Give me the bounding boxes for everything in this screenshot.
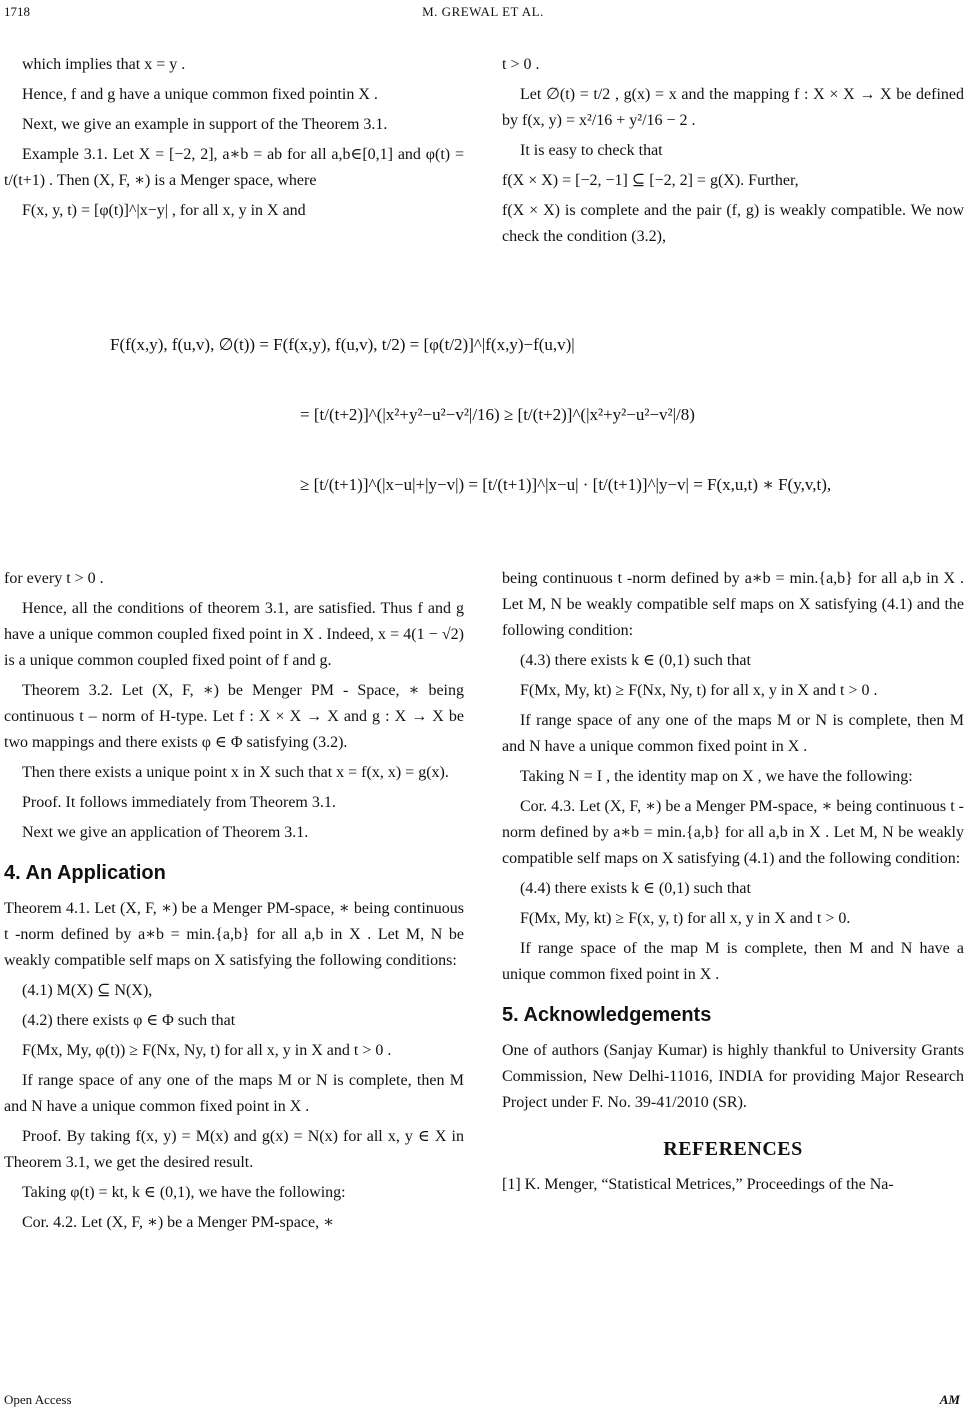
equation-line: F(Mx, My, kt) ≥ F(x, y, t) for all x, y in X and t > 0. bbox=[520, 910, 851, 927]
condition-line: (4.1) M(X) ⊆ N(X), bbox=[22, 982, 153, 999]
paragraph: Taking N = I , the identity map on X , we have the following: bbox=[520, 768, 913, 785]
running-title: M. GREWAL ET AL. bbox=[422, 4, 544, 19]
left-column-top bbox=[4, 52, 464, 228]
paragraph: Next we give an application of Theorem 3.1. bbox=[22, 824, 309, 841]
left-column-bottom bbox=[4, 566, 464, 1240]
paragraph: Taking φ(t) = kt, k ∈ (0,1), we have the following: bbox=[22, 1184, 346, 1201]
paragraph: If range space of any one of the maps M or N is complete, then M and N have a unique common fixed point in X . bbox=[502, 712, 964, 755]
paragraph: Next, we give an example in support of the Theorem 3.1. bbox=[22, 116, 388, 133]
theorem-paragraph: Theorem 3.2. Let (X, F, ∗) be Menger PM - Space, ∗ being continuous t – norm of H-type. Let f : X × X → X and g : X → X be two mappings and there exists φ ∈ Φ satisfying (3.2). bbox=[4, 682, 464, 751]
equation-line: F(Mx, My, kt) ≥ F(Nx, Ny, t) for all x, y in X and t > 0 . bbox=[520, 682, 878, 699]
proof-paragraph: Proof. It follows immediately from Theorem 3.1. bbox=[22, 794, 336, 811]
paragraph: being continuous t -norm defined by a∗b = min.{a,b} for all a,b in X . Let M, N be weakly compatible self maps on X satisfying (4.1) and the following condition: bbox=[502, 570, 964, 639]
corollary-paragraph: Cor. 4.2. Let (X, F, ∗) be a Menger PM-space, ∗ bbox=[22, 1214, 334, 1231]
condition-line: (4.3) there exists k ∈ (0,1) such that bbox=[520, 652, 751, 669]
equation-row: ≥ [t/(t+1)]^(|x−u|+|y−v|) = [t/(t+1)]^|x−u| · [t/(t+1)]^|y−v| = F(x,u,t) ∗ F(y,v,t), bbox=[300, 475, 832, 494]
paragraph: It is easy to check that bbox=[520, 142, 663, 159]
condition-line: (4.2) there exists φ ∈ Φ such that bbox=[22, 1012, 236, 1029]
condition-line: (4.4) there exists k ∈ (0,1) such that bbox=[520, 880, 751, 897]
right-column-top bbox=[502, 52, 964, 254]
example-paragraph: Example 3.1. Let X = [−2, 2], a∗b = ab for all a,b∈[0,1] and φ(t) = t/(t+1) . Then (X, F, ∗) is a Menger space, where bbox=[4, 146, 464, 189]
equation-line: f(X × X) = [−2, −1] ⊆ [−2, 2] = g(X). Further, bbox=[502, 172, 799, 189]
paragraph: If range space of any one of the maps M or N is complete, then M and N have a unique common fixed point in X . bbox=[4, 1072, 464, 1115]
paragraph: for every t > 0 . bbox=[4, 570, 104, 587]
section-heading: 4. An Application bbox=[4, 862, 166, 884]
theorem-paragraph: Theorem 4.1. Let (X, F, ∗) be a Menger PM-space, ∗ being continuous t -norm defined by a∗b = min.{a,b} for all a,b in X . Let M, N be weakly compatible self maps on X satisfying the following conditions: bbox=[4, 900, 464, 969]
equation-line: F(Mx, My, φ(t)) ≥ F(Nx, Ny, t) for all x, y in X and t > 0 . bbox=[22, 1042, 392, 1059]
equation-line: F(x, y, t) = [φ(t)]^|x−y| , for all x, y in X and bbox=[22, 202, 306, 219]
paragraph: Hence, f and g have a unique common fixed pointin X . bbox=[22, 86, 378, 103]
page-number: 1718 bbox=[4, 4, 30, 19]
paragraph: One of authors (Sanjay Kumar) is highly thankful to University Grants Commission, New Delhi-11016, INDIA for providing Major Research Project under F. No. 39-41/2010 (SR). bbox=[502, 1042, 964, 1111]
proof-paragraph: Proof. By taking f(x, y) = M(x) and g(x) = N(x) for all x, y ∈ X in Theorem 3.1, we get the desired result. bbox=[4, 1128, 464, 1171]
paragraph: f(X × X) is complete and the pair (f, g) is weakly compatible. We now check the condition (3.2), bbox=[502, 202, 964, 245]
equation-row: F(f(x,y), f(u,v), ∅(t)) = F(f(x,y), f(u,v), t/2) = [φ(t/2)]^|f(x,y)−f(u,v)| bbox=[110, 335, 575, 354]
paragraph: Then there exists a unique point x in X such that x = f(x, x) = g(x). bbox=[22, 764, 449, 781]
corollary-paragraph: Cor. 4.3. Let (X, F, ∗) be a Menger PM-space, ∗ being continuous t -norm defined by a∗b = min.{a,b} for all a,b in X . Let M, N be weakly compatible self maps on X satisfying (4.1) and the following condition: bbox=[502, 798, 964, 867]
paragraph: If range space of the map M is complete, then M and N have a unique common fixed point in X . bbox=[502, 940, 964, 983]
right-column-bottom bbox=[502, 566, 964, 1202]
equation-row: = [t/(t+2)]^(|x²+y²−u²−v²|/16) ≥ [t/(t+2)]^(|x²+y²−u²−v²|/8) bbox=[300, 405, 695, 424]
reference-item: [1] K. Menger, “Statistical Metrices,” Proceedings of the Na- bbox=[502, 1176, 894, 1193]
paragraph: which implies that x = y . bbox=[22, 56, 186, 73]
references-heading: REFERENCES bbox=[663, 1138, 803, 1160]
paragraph: t > 0 . bbox=[502, 56, 540, 73]
paragraph: Let ∅(t) = t/2 , g(x) = x and the mapping f : X × X → X be defined by f(x, y) = x²/16 + y²/16 − 2 . bbox=[502, 86, 964, 129]
footer-journal: AM bbox=[939, 1392, 960, 1407]
section-heading: 5. Acknowledgements bbox=[502, 1004, 712, 1026]
paragraph: Hence, all the conditions of theorem 3.1, are satisfied. Thus f and g have a unique common coupled fixed point in X . Indeed, x = 4(1 − √2) is a unique common coupled fixed point of f and g. bbox=[4, 600, 464, 669]
display-equation bbox=[110, 330, 870, 500]
footer-open-access: Open Access bbox=[4, 1392, 72, 1407]
